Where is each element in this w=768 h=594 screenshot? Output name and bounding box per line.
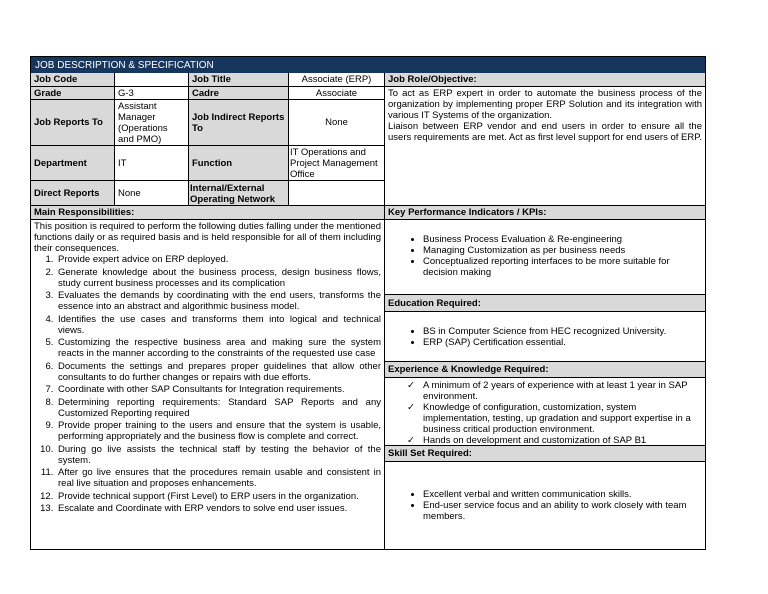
cadre-label: Cadre [189,87,289,100]
reports-to-value: Assistant Manager (Operations and PMO) [115,100,189,146]
grade-label: Grade [31,87,115,100]
experience-item-text: Knowledge of configuration, customization, system implementation, testing, up gradation and support expertise in a business critical production environment. [423,402,691,435]
list-item [407,380,699,402]
responsibilities-body [31,220,385,549]
list-item: 5. Customizing the respective business area and making sure the system reacts in the manner according to the constraints of the requested use case [56,337,381,359]
list-item: 3. Evaluates the demands by coordinating with the end users, transforms the essence into an abstract and algorithmic business model. [56,290,381,312]
document-title: JOB DESCRIPTION & SPECIFICATION [31,57,705,73]
list-item [407,435,699,446]
department-value: IT [115,146,189,181]
list-item: 6. Documents the settings and prepares proper guidelines that allow other consultants to do further changes or repairs with due efforts. [56,361,381,383]
list-item: • Business Process Evaluation & Re-engineering [423,234,699,245]
job-code-value [115,73,189,87]
main-responsibilities-heading: Main Responsibilities: [31,205,385,220]
function-value: IT Operations and Project Management Office [289,146,385,181]
kpi-heading: Key Performance Indicators / KPIs: [385,205,705,220]
check-icon: ✓ [407,435,415,446]
job-title-value: Associate (ERP) [289,73,385,87]
job-role-paragraph-2: Liaison between ERP vendor and end users in order to ensure all the users requirements are met. Act as first level support for end users of ERP. [388,121,702,143]
job-role-paragraph-1: To act as ERP expert in order to automate the business process of the organization by implementing proper ERP Solution and its integration with various IT Systems of the organization. [388,88,702,121]
job-role-text [388,88,702,206]
education-list [385,326,699,348]
reports-to-label: Job Reports To [31,100,115,146]
job-role-heading: Job Role/Objective: [385,73,705,87]
list-item: 2. Generate knowledge about the business process, design business flows, study current business processes and its complication [56,267,381,289]
department-label: Department [31,146,115,181]
skill-set-heading: Skill Set Required: [385,446,705,462]
kpi-list [385,234,699,278]
cadre-value: Associate [289,87,385,100]
list-item [407,402,699,435]
direct-reports-label: Direct Reports [31,181,115,206]
skill-set-body [385,462,705,549]
list-item: • Managing Customization as per business needs [423,245,699,256]
experience-heading: Experience & Knowledge Required: [385,362,705,378]
responsibilities-intro: This position is required to perform the following duties falling under the mentioned functions daily or as required basis and is held responsible for all of them including their consequences. [34,221,381,254]
job-code-label: Job Code [31,73,115,87]
skill-set-list [385,489,699,522]
list-item: 7. Coordinate with other SAP Consultants for Integration requirements. [56,384,381,395]
list-item: 13. Escalate and Coordinate with ERP vendors to solve end user issues. [56,503,381,514]
function-label: Function [189,146,289,181]
list-item: 1. Provide expert advice on ERP deployed. [56,254,381,265]
list-item: 11. After go live ensures that the procedures remain usable and consistent in real live situation and proposes enhancements. [56,467,381,489]
list-item: • BS in Computer Science from HEC recognized University. [423,326,699,337]
job-description-document [30,56,706,550]
list-item: • End-user service focus and an ability to work closely with team members. [423,500,699,522]
list-item: 8. Determining reporting requirements: Standard SAP Reports and any Customized Reporting required [56,397,381,419]
list-item: • Conceptualized reporting interfaces to be more suitable for decision making [423,256,699,278]
operating-network-value [289,181,385,206]
education-heading: Education Required: [385,295,705,312]
check-icon: ✓ [407,380,415,391]
operating-network-label: Internal/External Operating Network [189,181,289,206]
experience-list [385,380,699,446]
education-body [385,312,705,362]
experience-item-text: A minimum of 2 years of experience with at least 1 year in SAP environment. [423,380,688,402]
responsibilities-list [34,254,381,514]
list-item: 10. During go live assists the technical staff by testing the behavior of the system. [56,444,381,466]
indirect-reports-label: Job Indirect Reports To [189,100,289,146]
list-item: 9. Provide proper training to the users and ensure that the system is usable, performing appropriately and the business flow is complete and correct. [56,420,381,442]
experience-item-text: Hands on development and customization of SAP B1 [423,435,647,446]
list-item: 12. Provide technical support (First Level) to ERP users in the organization. [56,491,381,502]
job-title-label: Job Title [189,73,289,87]
list-item: • ERP (SAP) Certification essential. [423,337,699,348]
indirect-reports-value: None [289,100,385,146]
list-item: • Excellent verbal and written communication skills. [423,489,699,500]
list-item: 4. Identifies the use cases and transforms them into logical and technical views. [56,314,381,336]
check-icon: ✓ [407,402,415,413]
experience-body [385,378,705,446]
kpi-body [385,220,705,295]
grade-value: G-3 [115,87,189,100]
direct-reports-value: None [115,181,189,206]
